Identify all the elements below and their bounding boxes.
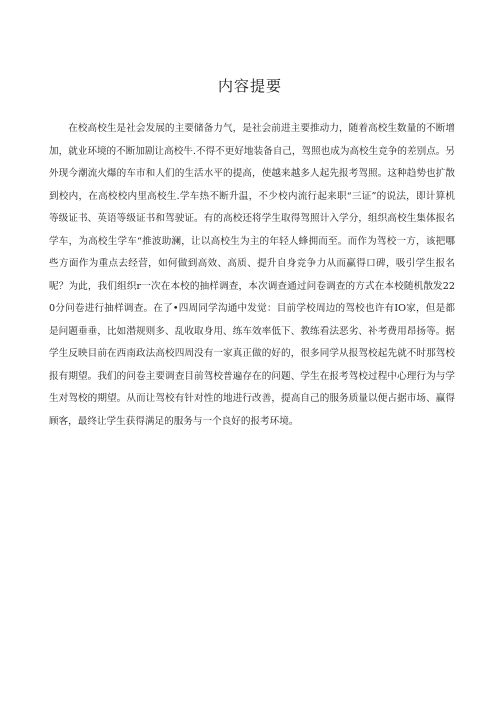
document-title: 内容提要 (217, 77, 282, 95)
document-body-paragraph: 在校高校生是社会发展的主要储备力气，是社会前进主要推动力，随着高校生数量的不断增加，就业环境的不断加剧让高校牛.不得不更好地装备自己，驾照也成为高校生竞争的差别点。另外现今潮流火爆的车市和人们的生活水平的提高，使越来越多人起先报考驾照。这种趋势也扩散到校内，在高校校内里高校生.学车热不断升温，不少校内流行起来职“三证”的说法，即计算机等级证书、英语等级证书和驾驶证。有的高校还将学生取得驾照计入学分，组织高校生集体报名学车，为高校生学车“推波助澜，让以高校生为主的年轻人蜂拥而至。而作为驾校一方，该把哪些方面作为重点去经营，如何做到高效、高质、提升自身竞争力从而赢得口碑，吸引学生报名呢？为此，我们组织r一次在本校的抽样调查，本次调查通过问卷调查的方式在本校随机散发220分问卷进行抽样调查。在了•四周同学沟通中发觉：目前学校周边的驾校也许有IO家，但是都是问题垂垂，比如潜规则多、乱收取身用、练车效率低下、教练看法恶劣、补考费用昂扬等。据学生反映目前在西南政法高校四周没有一家真正做的好的，很多同学从报驾校起先就不时那驾校报有期望。我们的问卷主要调查目前驾校普遍存在的问题、学生在报考驾校过程中心理行为与学生对驾校的期望。从而让驾校有针对性的地进行改善，提高自己的服务质量以便占据市场、赢得顾客，最终让学生获得满足的服务与一个良好的报考环境。 (49, 123, 455, 427)
